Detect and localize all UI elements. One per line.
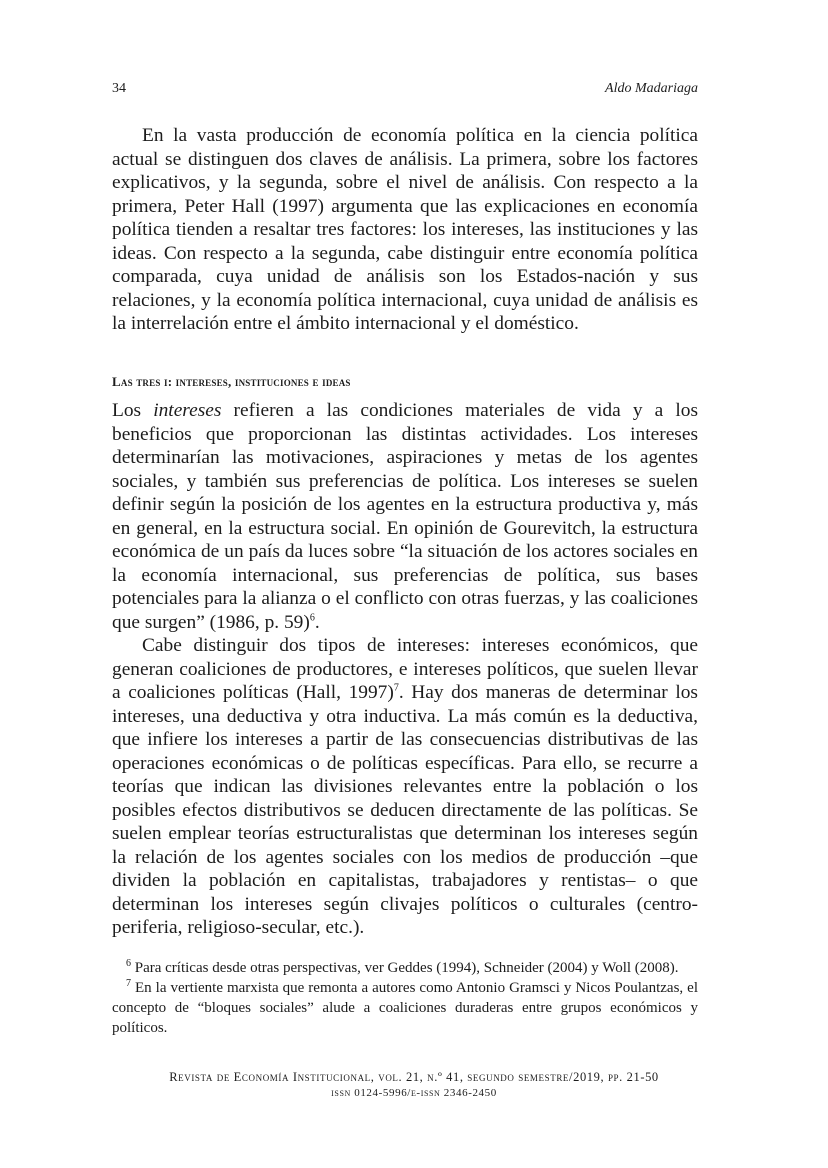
paragraph-text: Cabe distinguir dos tipos de intereses: intereses económicos, que generan coaliciones de productores, e intereses políticos, que suelen llevar a coaliciones políticas (Hall, 1997) <box>112 635 698 703</box>
running-header-author: Aldo Madariaga <box>605 81 698 96</box>
footnote-mark: 7 <box>126 978 131 989</box>
interest-types-paragraph <box>112 634 698 940</box>
paragraph-end: . <box>314 611 320 633</box>
footnote-mark: 6 <box>126 958 131 969</box>
section-heading: Las tres i: intereses, instituciones e ideas <box>112 374 351 389</box>
footnote-text: En la vertiente marxista que remonta a autores como Antonio Gramsci y Nicos Poulantzas, el concepto de “bloques sociales” alude a coaliciones duraderas entre grupos económicos y políticos. <box>112 980 698 1036</box>
intro-paragraph: En la vasta producción de economía política en la ciencia política actual se distinguen dos claves de análisis. La primera, sobre los factores explicativos, y la segunda, sobre el nivel de análisis. Con respecto a la primera, Peter Hall (1997) argumenta que las explicaciones en economía política tienden a resaltar tres factores: los intereses, las instituciones y las ideas. Con respecto a la segunda, cabe distinguir entre economía política comparada, cuya unidad de análisis son los Estados-nación y sus relaciones, y la economía política internacional, cuya unidad de análisis es la interrelación entre el ámbito internacional y el doméstico. <box>112 125 698 334</box>
footnote-ref-6[interactable]: 6 <box>309 612 315 624</box>
footnote-text: Para críticas desde otras perspectivas, ver Geddes (1994), Schneider (2004) y Woll (2008). <box>131 960 679 976</box>
journal-citation-footer: Revista de Economía Institucional, vol. 21, n.º 41, segundo semestre/2019, pp. 21-50 <box>169 1070 659 1084</box>
paragraph-lead: Los <box>112 400 154 421</box>
footnote-6 <box>112 958 698 978</box>
section-body <box>112 399 698 940</box>
footnote-ref-7[interactable]: 7 <box>393 682 399 694</box>
footnotes <box>112 958 698 1038</box>
paragraph-text: refieren a las condiciones materiales de vida y a los beneficios que proporcionan las distintas actividades. Los intereses determinarían las motivaciones, aspiraciones y metas de los agentes sociales, y también sus preferencias de política. Los intereses se suelen definir según la posición de los agentes en la estructura productiva y, más en general, en la estructura social. En opinión de Gourevitch, la estructura económica de un país da luces sobre “la situación de los actores sociales en la economía internacional, sus preferencias de política, sus bases potenciales para la alianza o el conflicto con otras fuerzas, y las coaliciones que surgen” (1986, p. 59) <box>112 400 698 633</box>
page-number: 34 <box>112 81 126 96</box>
footnote-7 <box>112 978 698 1038</box>
issn-footer: issn 0124-5996/e-issn 2346-2450 <box>331 1087 497 1099</box>
interests-paragraph <box>112 399 698 634</box>
paragraph-text-cont: . Hay dos maneras de determinar los intereses, una deductiva y otra inductiva. La más común es la deductiva, que infiere los intereses a partir de las consecuencias distributivas de las operaciones económicas o de políticas específicas. Para ello, se recurre a teorías que indican las divisiones relevantes entre la población o los posibles efectos distributivos se deducen directamente de las políticas. Se suelen emplear teorías estructuralistas que determinan los intereses según la relación de los agentes sociales con los medios de producción –que dividen la población en capitalistas, trabajadores y rentistas– o que determinan los intereses según clivajes políticos o culturales (centro-periferia, religioso-secular, etc.). <box>112 682 698 938</box>
italic-term: intereses <box>153 400 222 421</box>
intro-paragraph-block <box>112 124 698 336</box>
